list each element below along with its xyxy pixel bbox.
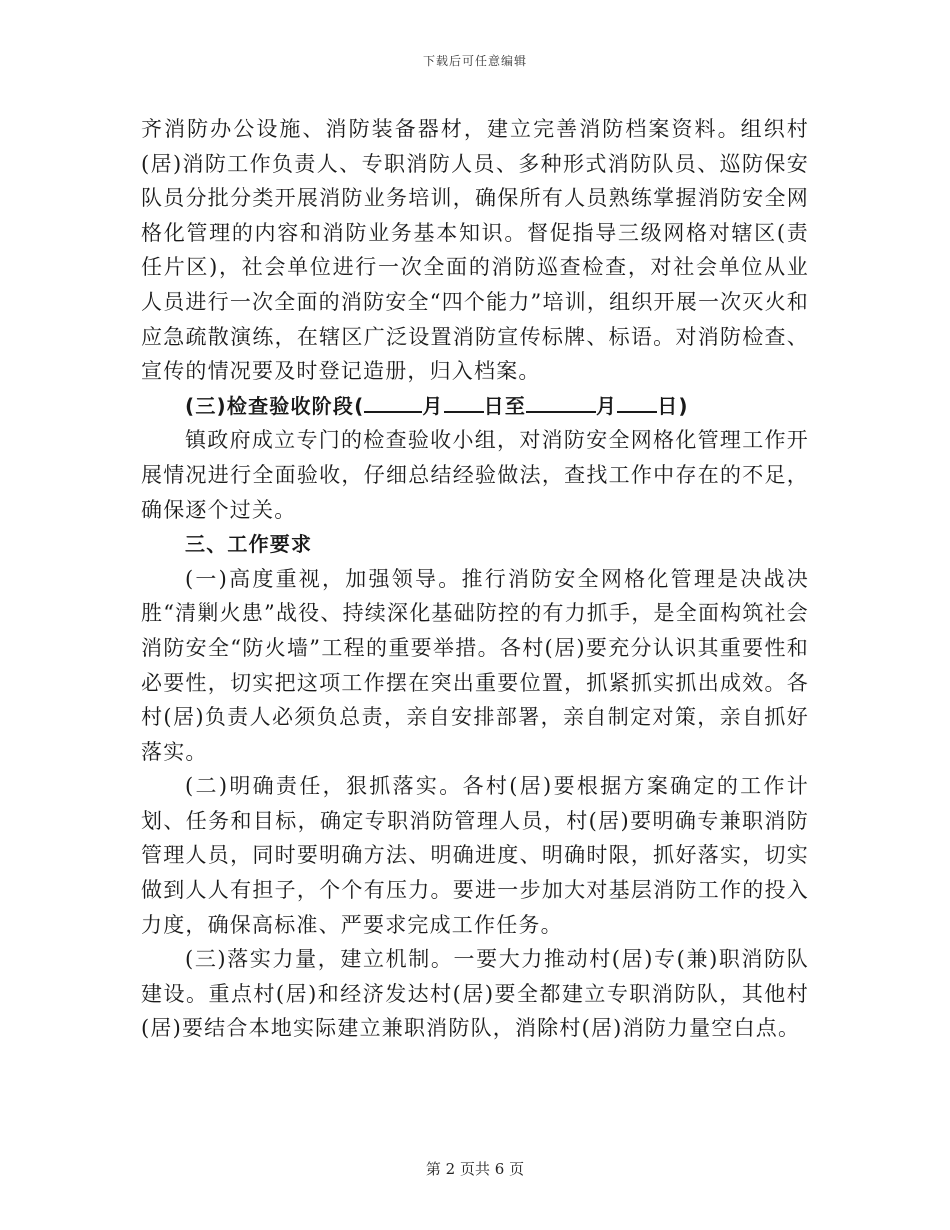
heading-prefix: (三)检查验收阶段(: [185, 393, 365, 418]
document-body: [141, 112, 809, 1046]
heading-inspection-stage: [141, 389, 809, 424]
blank-month-end: [526, 389, 596, 413]
blank-day-end: [617, 389, 657, 413]
blank-day-start: [444, 389, 484, 413]
section-heading-requirements: 三、工作要求: [185, 532, 313, 557]
heading-month-2: 月: [596, 393, 618, 418]
paragraph-mechanism: (三)落实力量，建立机制。一要大力推动村(居)专(兼)职消防队建设。重点村(居)和经济发达村(居)要全都建立专职消防队，其他村(居)要结合本地实际建立兼职消防队，消除村(居)消防力量空白点。: [141, 947, 809, 1041]
paragraph-responsibility: (二)明确责任，狠抓落实。各村(居)要根据方案确定的工作计划、任务和目标，确定专职消防管理人员，村(居)要明确专兼职消防管理人员，同时要明确方法、明确进度、明确时限，抓好落实，切实做到人人有担子，个个有压力。要进一步加大对基层消防工作的投入力度，确保高标准、严要求完成工作任务。: [141, 774, 809, 937]
heading-day-2: 日): [657, 393, 689, 418]
heading-day-1: 日至: [483, 393, 527, 418]
paragraph-acceptance: 镇政府成立专门的检查验收小组，对消防安全网格化管理工作开展情况进行全面验收，仔细总结经验做法，查找工作中存在的不足，确保逐个过关。: [141, 428, 809, 522]
heading-month-1: 月: [422, 393, 444, 418]
paragraph-leadership: (一)高度重视，加强领导。推行消防安全网格化管理是决战决胜“清剿火患”战役、持续深化基础防控的有力抓手，是全面构筑社会消防安全“防火墙”工程的重要举措。各村(居)要充分认识其重要性和必要性，切实把这项工作摆在突出重要位置，抓紧抓实抓出成效。各村(居)负责人必须负总责，亲自安排部署，亲自制定对策，亲自抓好落实。: [141, 566, 809, 764]
blank-month-start: [364, 389, 422, 413]
paragraph-training: 齐消防办公设施、消防装备器材，建立完善消防档案资料。组织村(居)消防工作负责人、专职消防人员、多种形式消防队员、巡防保安队员分批分类开展消防业务培训，确保所有人员熟练掌握消防安全网格化管理的内容和消防业务基本知识。督促指导三级网格对辖区(责任片区)，社会单位进行一次全面的消防巡查检查，对社会单位从业人员进行一次全面的消防安全“四个能力”培训，组织开展一次灭火和应急疏散演练，在辖区广泛设置消防宣传标牌、标语。对消防检查、宣传的情况要及时登记造册，归入档案。: [141, 117, 809, 384]
header-note: 下载后可任意编辑: [422, 54, 527, 68]
page-footer: 第 2 页共 6 页: [425, 1160, 525, 1178]
